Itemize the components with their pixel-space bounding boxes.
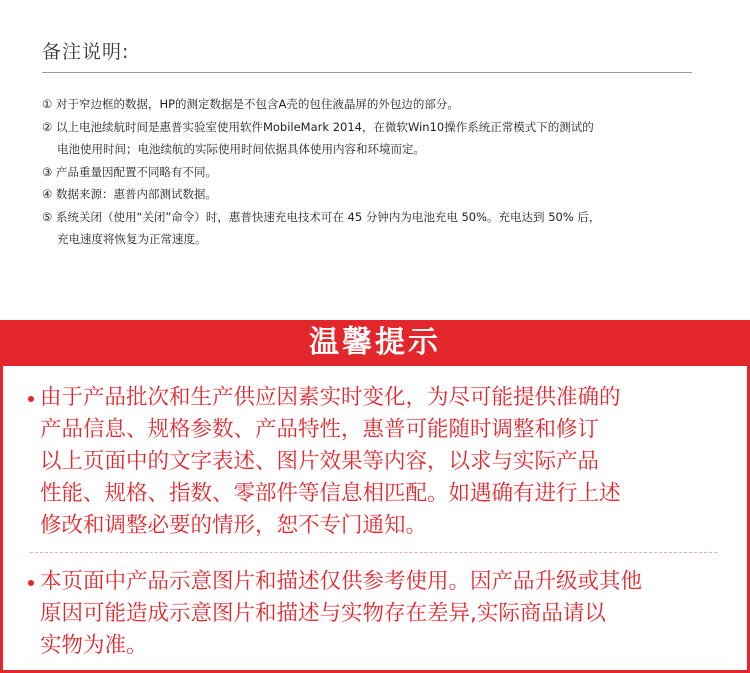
note-line: ② 以上电池续航时间是惠普实验室使用软件MobileMark 2014，在微软Win10操作系统正常模式下的测试的 [42,119,594,134]
warm-tip-paragraph-2 [40,566,723,662]
note-item-4 [42,183,692,206]
tip-line: 以上页面中的文字表述、图片效果等内容，以求与实际产品 [40,449,600,474]
note-item-3 [42,161,692,184]
note-item-2 [42,116,692,161]
note-line: ① 对于窄边框的数据，HP的测定数据是不包含A壳的包住液晶屏的外包边的部分。 [42,97,459,111]
tip-line: 实物为准。 [40,633,148,658]
dashed-divider [30,552,717,553]
tip-line: 由于产品批次和生产供应因素实时变化，为尽可能提供准确的 [40,385,621,410]
notes-title: 备注说明: [42,38,692,73]
note-item-5 [42,206,692,251]
bullet-dot-icon [28,580,34,586]
tip-line: 原因可能造成示意图片和描述与实物存在差异,实际商品请以 [40,601,606,626]
note-item-1 [42,93,692,116]
warm-tip-paragraph-1 [40,382,723,542]
warm-tips-panel [0,320,750,673]
note-line: ③ 产品重量因配置不同略有不同。 [42,164,217,179]
note-line: ⑤ 系统关闭（使用“关闭”命令）时，惠普快速充电技术可在 45 分钟内为电池充电 50%。充电达到 50% 后， [42,209,601,224]
notes-list [42,93,692,251]
notes-section [42,38,692,251]
tip-line: 修改和调整必要的情形，恕不专门通知。 [40,513,428,538]
tip-line: 产品信息、规格参数、产品特性，惠普可能随时调整和修订 [40,417,600,442]
note-line-continued: 充电速度将恢复为正常速度。 [57,232,207,246]
warm-tips-title: 温馨提示 [309,325,441,360]
tip-line: 本页面中产品示意图片和描述仅供参考使用。因产品升级或其他 [40,569,643,594]
bullet-dot-icon [28,396,34,402]
warm-tips-body [3,366,747,670]
tip-line: 性能、规格、指数、零部件等信息相匹配。如遇确有进行上述 [40,481,621,506]
note-line-continued: 电池使用时间；电池续航的实际使用时间依据具体使用内容和环境而定。 [57,142,425,156]
note-line: ④ 数据来源：惠普内部测试数据。 [42,187,217,201]
